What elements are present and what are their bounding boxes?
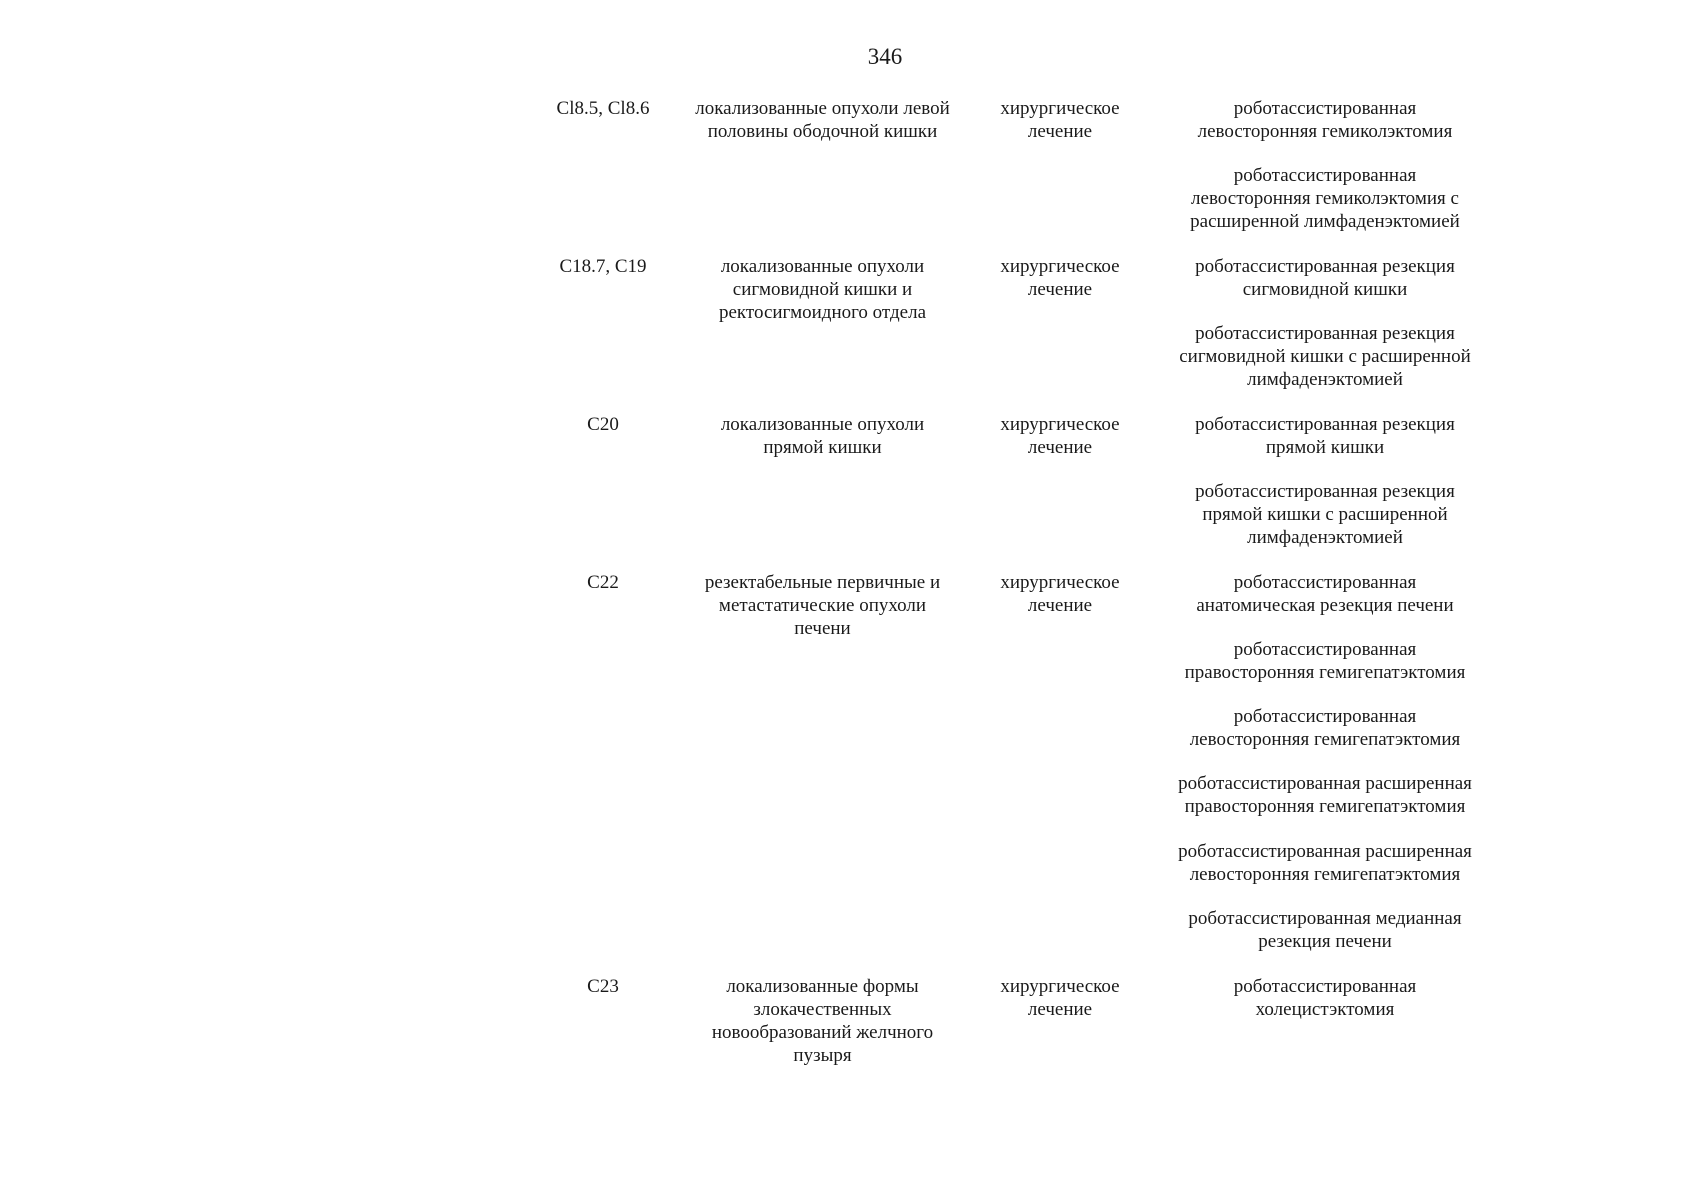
treatment-method [1155,164,1495,233]
method-line: прямой кишки [1265,437,1385,458]
diagnosis-line: ректосигмоидного отдела [719,302,926,323]
page-number: 346 [867,44,903,69]
method-line: сигмовидной кишки с расширенной [1179,346,1471,367]
diagnosis [680,571,965,640]
treatment-method [1155,97,1495,143]
treatment-line: лечение [1027,121,1093,142]
icd-code: C18.7, C19 [559,256,647,277]
method-line: роботассистированная [1233,572,1417,593]
diagnosis-line: локализованные формы [726,976,919,997]
diagnosis-line: сигмовидной кишки и [732,279,913,300]
method-line: левосторонняя гемигепатэктомия [1189,729,1461,750]
treatment-line: хирургическое [1000,256,1120,277]
icd-code: C20 [587,414,619,435]
treatment-method [1155,772,1495,818]
treatment-line: хирургическое [1000,976,1120,997]
diagnosis-line: злокачественных [753,999,892,1020]
diagnosis-line: печени [794,618,851,639]
treatment-type [985,413,1135,459]
treatment-method [1155,705,1495,751]
method-line: холецистэктомия [1255,999,1395,1020]
diagnosis-line: локализованные опухоли [720,256,925,277]
method-line: анатомическая резекция печени [1196,595,1454,616]
diagnosis [680,255,965,324]
method-line: роботассистированная медианная [1188,908,1462,929]
treatment-line: хирургическое [1000,572,1120,593]
method-line: роботассистированная расширенная [1178,841,1472,862]
treatment-method [1155,255,1495,301]
diagnosis-line: половины ободочной кишки [707,121,938,142]
method-line: расширенной лимфаденэктомией [1190,211,1460,232]
method-line: роботассистированная [1233,639,1417,660]
method-line: роботассистированная резекция [1195,414,1455,435]
treatment-method [1155,571,1495,617]
diagnosis-line: локализованные опухоли левой [695,98,950,119]
treatment-method [1155,840,1495,886]
diagnosis-line: новообразований желчного [711,1022,934,1043]
method-line: роботассистированная резекция [1195,323,1455,344]
diagnosis [680,413,965,459]
diagnosis [680,97,965,143]
treatment-line: хирургическое [1000,98,1120,119]
treatment-method [1155,413,1495,459]
treatment-line: лечение [1027,437,1093,458]
method-line: роботассистированная расширенная [1178,773,1472,794]
method-line: роботассистированная [1233,165,1417,186]
treatment-line: лечение [1027,999,1093,1020]
method-line: лимфаденэктомией [1247,527,1403,548]
diagnosis-line: метастатические опухоли [718,595,927,616]
icd-code: C23 [587,976,619,997]
treatment-type [985,571,1135,617]
method-line: прямой кишки с расширенной [1202,504,1448,525]
diagnosis-line: пузыря [793,1045,852,1066]
treatment-type [985,255,1135,301]
method-line: левосторонняя гемиколэктомия с [1191,188,1459,209]
treatment-method [1155,907,1495,953]
treatment-line: хирургическое [1000,414,1120,435]
icd-code: Cl8.5, Cl8.6 [556,98,650,119]
method-line: резекция печени [1258,931,1392,952]
method-line: роботассистированная [1233,98,1417,119]
diagnosis-line: локализованные опухоли [720,414,925,435]
diagnosis [680,975,965,1067]
method-line: левосторонняя гемиколэктомия [1197,121,1453,142]
treatment-type [985,97,1135,143]
icd-code: C22 [587,572,619,593]
method-line: правосторонняя гемигепатэктомия [1184,662,1466,683]
treatment-method [1155,322,1495,391]
method-line: лимфаденэктомией [1247,369,1403,390]
treatment-method [1155,638,1495,684]
method-line: роботассистированная резекция [1195,256,1455,277]
method-line: сигмовидной кишки [1242,279,1408,300]
treatment-method [1155,480,1495,549]
treatment-line: лечение [1027,595,1093,616]
diagnosis-line: прямой кишки [763,437,882,458]
method-line: роботассистированная резекция [1195,481,1455,502]
treatment-type [985,975,1135,1021]
treatment-line: лечение [1027,279,1093,300]
method-line: роботассистированная [1233,706,1417,727]
method-line: левосторонняя гемигепатэктомия [1189,864,1461,885]
treatment-method [1155,975,1495,1021]
method-line: роботассистированная [1233,976,1417,997]
method-line: правосторонняя гемигепатэктомия [1184,796,1466,817]
diagnosis-line: резектабельные первичные и [704,572,941,593]
